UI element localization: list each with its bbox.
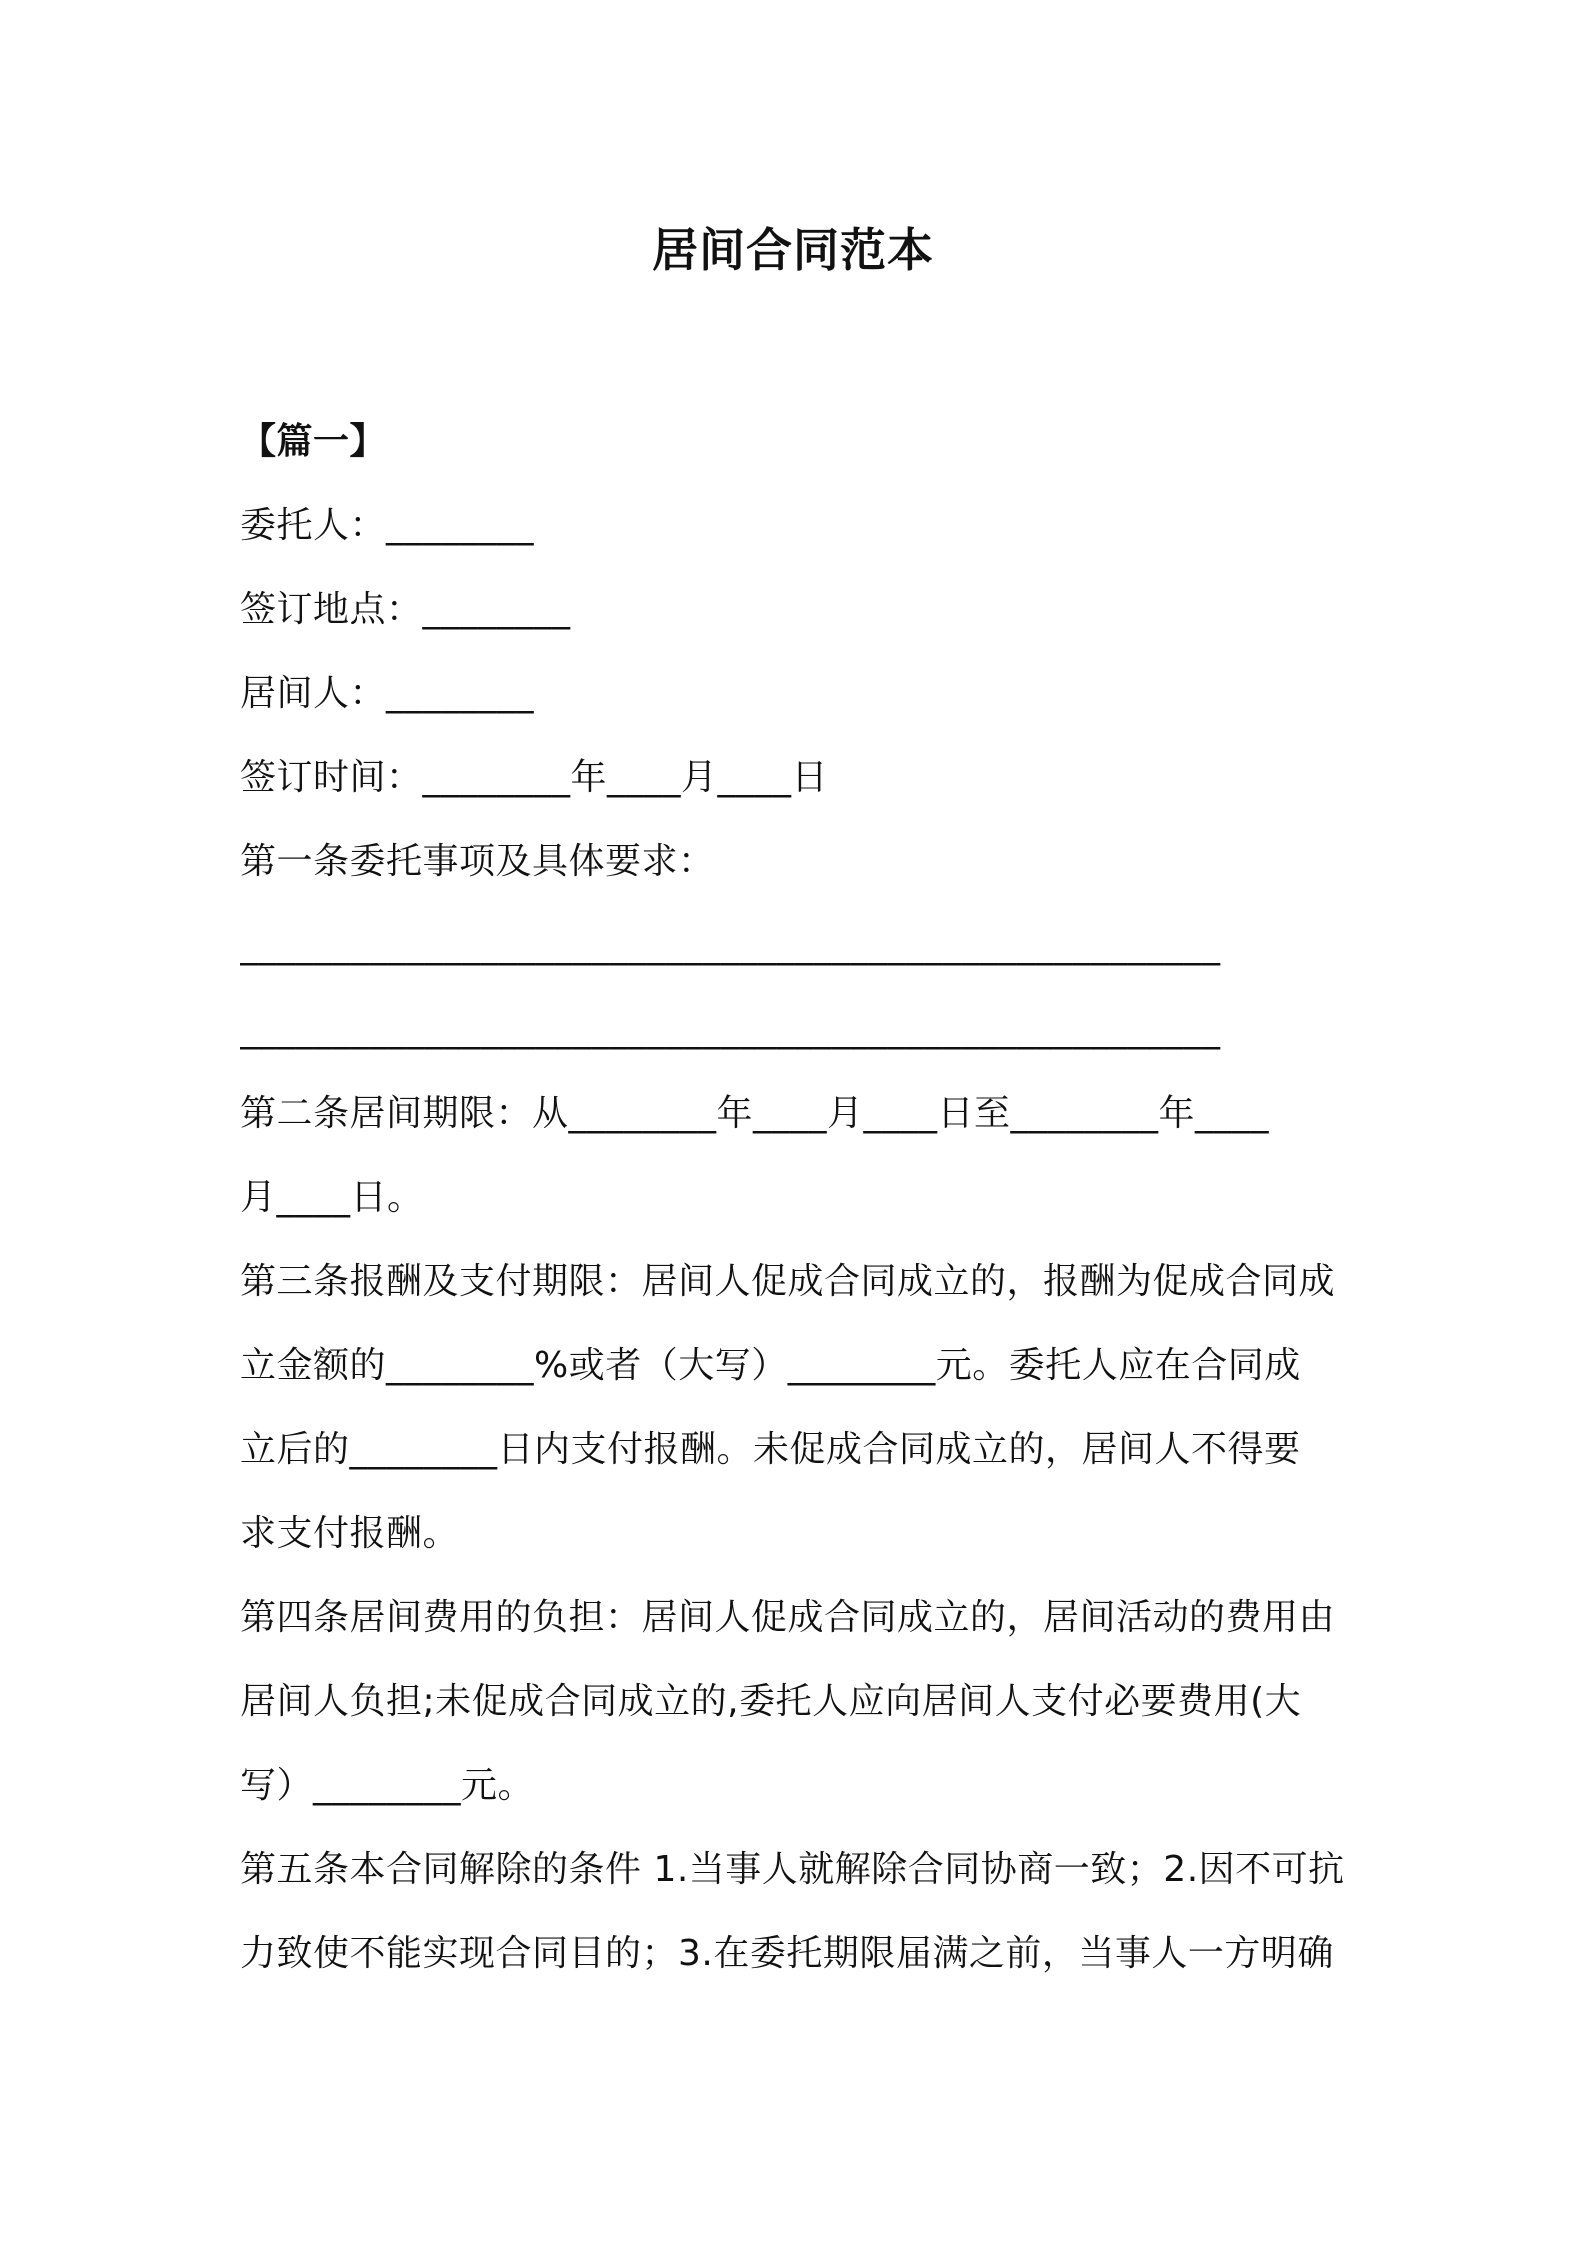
article-3-line-3: 立后的________日内支付报酬。未促成合同成立的，居间人不得要 [240,1429,1301,1470]
article-4-line-2: 居间人负担;未促成合同成立的,委托人应向居间人支付必要费用(大 [240,1681,1302,1722]
article-3-line-1: 第三条报酬及支付期限：居间人促成合同成立的，报酬为促成合同成 [240,1261,1336,1302]
article-3-line-4: 求支付报酬。 [240,1513,460,1554]
article-1-blank-1: _____________________________________________________ [240,925,1221,966]
document-body [240,400,1360,1996]
article-5-line-2: 力致使不能实现合同目的；3.在委托期限届满之前，当事人一方明确 [240,1933,1334,1974]
article-1-blank-2: _____________________________________________________ [240,1009,1221,1050]
article-2-line-2: 月____日。 [240,1177,424,1218]
line-sign-place: 签订地点：________ [240,589,571,630]
line-principal: 委托人：________ [240,505,535,546]
article-5-line-1: 第五条本合同解除的条件 1.当事人就解除合同协商一致；2.因不可抗 [240,1849,1345,1890]
section-label: 【篇一】 [240,421,387,462]
document-title: 居间合同范本 [652,223,934,277]
article-2-line-1: 第二条居间期限：从________年____月____日至________年____ [240,1093,1270,1134]
line-sign-date: 签订时间：________年____月____日 [240,757,829,798]
article-4-line-1: 第四条居间费用的负担：居间人促成合同成立的，居间活动的费用由 [240,1597,1336,1638]
article-1-heading: 第一条委托事项及具体要求： [240,841,715,882]
article-4-line-3: 写）________元。 [240,1765,535,1806]
line-intermediary: 居间人：________ [240,673,535,714]
article-3-line-2: 立金额的________%或者（大写）________元。委托人应在合同成 [240,1345,1301,1386]
